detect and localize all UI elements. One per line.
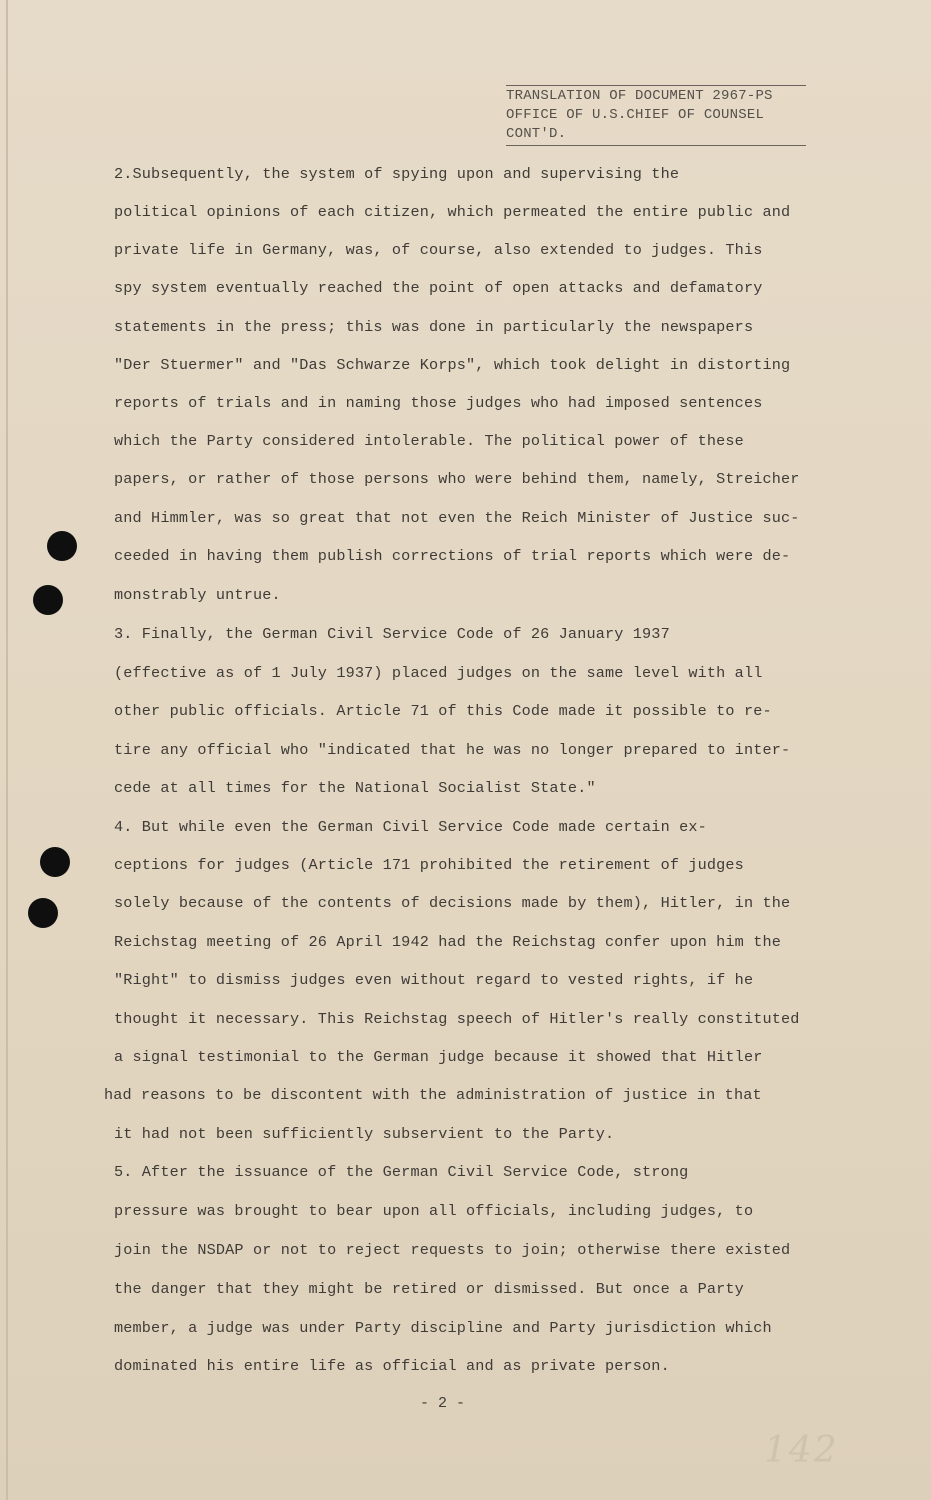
body-line: other public officials. Article 71 of this Code made it possible to re- — [114, 702, 772, 720]
body-line: monstrably untrue. — [114, 586, 281, 604]
body-line: and Himmler, was so great that not even the Reich Minister of Justice suc- — [114, 509, 800, 527]
body-line: the danger that they might be retired or dismissed. But once a Party — [114, 1280, 744, 1298]
body-line: 2.Subsequently, the system of spying upon and supervising the — [114, 165, 680, 183]
document-header — [506, 85, 806, 146]
body-line: member, a judge was under Party discipline and Party jurisdiction which — [114, 1319, 772, 1337]
punch-hole — [33, 585, 63, 615]
body-line: statements in the press; this was done in particularly the newspapers — [114, 318, 754, 336]
body-line: papers, or rather of those persons who were behind them, namely, Streicher — [114, 470, 800, 488]
header-line-1: TRANSLATION OF DOCUMENT 2967-PS — [506, 88, 773, 104]
body-line: spy system eventually reached the point of open attacks and defamatory — [114, 279, 763, 297]
body-line: tire any official who "indicated that he was no longer prepared to inter- — [114, 741, 791, 759]
body-line: solely because of the contents of decisions made by them), Hitler, in the — [114, 894, 791, 912]
body-line: ceeded in having them publish corrections of trial reports which were de- — [114, 547, 791, 565]
body-line: "Right" to dismiss judges even without regard to vested rights, if he — [114, 971, 754, 989]
body-line: 5. After the issuance of the German Civil Service Code, strong — [114, 1163, 689, 1181]
body-line: private life in Germany, was, of course, also extended to judges. This — [114, 241, 763, 259]
header-line-3: CONT'D. — [506, 126, 567, 142]
body-line: thought it necessary. This Reichstag speech of Hitler's really constituted — [114, 1010, 800, 1028]
punch-hole — [28, 898, 58, 928]
page-number: - 2 - — [420, 1395, 466, 1412]
header-rule-top — [506, 85, 806, 86]
body-line: reports of trials and in naming those judges who had imposed sentences — [114, 394, 763, 412]
body-line: had reasons to be discontent with the administration of justice in that — [104, 1086, 762, 1104]
body-line: join the NSDAP or not to reject requests to join; otherwise there existed — [114, 1241, 791, 1259]
body-line: a signal testimonial to the German judge because it showed that Hitler — [114, 1048, 763, 1066]
archive-stamp: 142 — [764, 1430, 839, 1471]
body-line: pressure was brought to bear upon all officials, including judges, to — [114, 1202, 754, 1220]
page-edge — [6, 0, 8, 1500]
body-line: "Der Stuermer" and "Das Schwarze Korps", which took delight in distorting — [114, 356, 791, 374]
body-line: political opinions of each citizen, which permeated the entire public and — [114, 203, 791, 221]
punch-hole — [40, 847, 70, 877]
punch-hole — [47, 531, 77, 561]
body-line: which the Party considered intolerable. The political power of these — [114, 432, 744, 450]
body-line: dominated his entire life as official and as private person. — [114, 1357, 670, 1375]
body-line: 3. Finally, the German Civil Service Code of 26 January 1937 — [114, 625, 670, 643]
body-line: (effective as of 1 July 1937) placed judges on the same level with all — [114, 664, 763, 682]
body-line: ceptions for judges (Article 171 prohibited the retirement of judges — [114, 856, 744, 874]
header-rule-bottom — [506, 145, 806, 146]
header-line-2: OFFICE OF U.S.CHIEF OF COUNSEL — [506, 107, 765, 123]
body-line: Reichstag meeting of 26 April 1942 had the Reichstag confer upon him the — [114, 933, 782, 951]
body-line: 4. But while even the German Civil Service Code made certain ex- — [114, 818, 707, 836]
body-line: it had not been sufficiently subservient to the Party. — [114, 1125, 615, 1143]
body-line: cede at all times for the National Socialist State." — [114, 779, 596, 797]
